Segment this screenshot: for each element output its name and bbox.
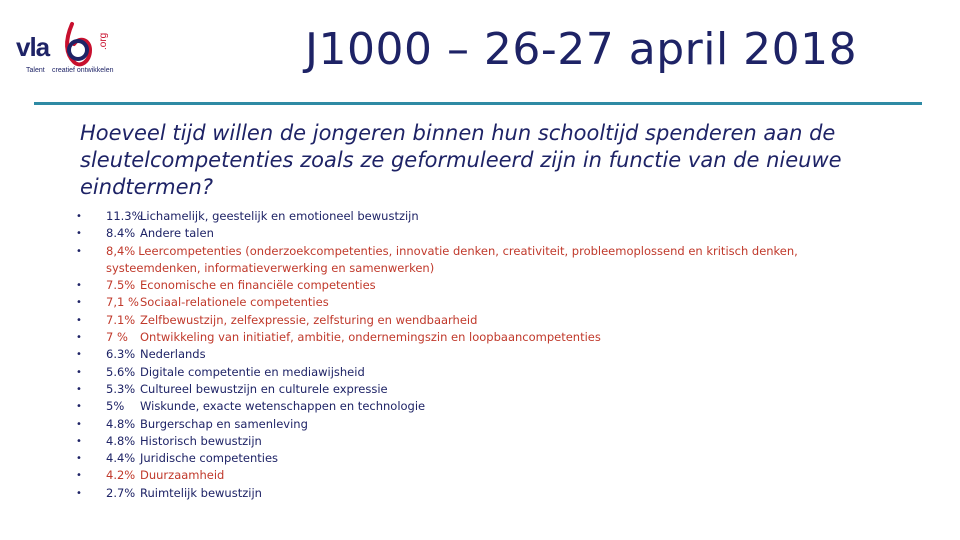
item-percentage: 4.8% [106,416,136,431]
item-label: Historisch bewustzijn [140,433,262,448]
competency-list [74,208,944,502]
item-label: Digitale competentie en mediawijsheid [140,364,365,379]
item-label: Sociaal-relationele competenties [140,295,329,310]
list-item [74,450,944,467]
bullet-icon: • [76,245,82,257]
svg-text:Talent: Talent [26,67,45,74]
list-item [74,416,944,433]
item-percentage: 7.1% [106,312,136,327]
item-label: Duurzaamheid [140,468,225,483]
item-percentage: 7 % [106,330,128,345]
item-percentage: 5.3% [106,381,136,396]
bullet-icon: • [76,349,82,361]
list-item [74,433,944,450]
item-label: Wiskunde, exacte wetenschappen en technologie [140,399,426,414]
item-percentage: 2.7% [106,485,136,500]
bullet-icon: • [76,453,82,465]
svg-text:vla: vla [16,32,50,62]
list-item [74,294,944,311]
bullet-icon: • [76,211,82,222]
item-percentage: 8.4% [106,226,136,241]
item-label: Juridische competenties [140,451,279,466]
list-item [74,346,944,363]
vlajo-logo-mark [14,18,144,80]
item-percentage: 5% [106,399,125,414]
item-percentage: 4.8% [106,433,136,448]
item-percentage: 6.3% [106,347,136,362]
bullet-icon: • [76,418,82,430]
item-label: Lichamelijk, geestelijk en emotioneel bewustzijn [140,209,419,223]
title-divider [34,102,922,105]
list-item [74,485,944,502]
item-percentage: 8,4% [106,243,136,258]
bullet-icon: • [76,314,82,326]
bullet-icon: • [76,297,82,309]
list-item [74,381,944,398]
list-item [74,208,944,225]
item-percentage: 4.4% [106,451,136,466]
bullet-icon: • [76,470,82,482]
list-item [74,329,944,346]
bullet-icon: • [76,401,82,413]
bullet-icon: • [76,228,82,240]
bullet-icon: • [76,332,82,344]
item-label: Zelfbewustzijn, zelfexpressie, zelfsturing en wendbaarheid [140,312,478,327]
list-item [74,225,944,242]
page-title: J1000 – 26-27 april 2018 [305,24,858,75]
item-label: Andere talen [140,226,214,241]
item-label: Nederlands [140,347,206,362]
item-label: Economische en financiële competenties [140,278,376,293]
bullet-icon: • [76,487,82,499]
svg-text:.org: .org [98,32,109,50]
list-item [74,312,944,329]
item-percentage: 4.2% [106,468,136,483]
vlajo-logo [14,18,144,80]
item-percentage: 7.5% [106,278,136,293]
list-item [74,364,944,381]
item-percentage: 11.3% [106,209,143,223]
list-item [74,467,944,484]
item-label: Ruimtelijk bewustzijn [140,485,262,500]
list-item [74,277,944,294]
item-label-continuation: systeemdenken, informatieverwerking en samenwerken) [106,260,435,275]
svg-text:creatief ontwikkelen: creatief ontwikkelen [52,67,114,74]
item-percentage: 5.6% [106,364,136,379]
bullet-icon: • [76,280,82,292]
bullet-icon: • [76,383,82,395]
list-item [74,243,944,278]
bullet-icon: • [76,435,82,447]
item-label: Leercompetenties (onderzoekcompetenties, innovatie denken, creativiteit, probleemoplossend en kritisch denken, [138,243,798,258]
item-label: Cultureel bewustzijn en culturele expressie [140,381,388,396]
bullet-icon: • [76,366,82,378]
list-item [74,398,944,415]
item-label: Burgerschap en samenleving [140,416,308,431]
question-heading: Hoeveel tijd willen de jongeren binnen hun schooltijd spenderen aan de sleutelcompetenties zoals ze geformuleerd zijn in functie van de nieuwe eindtermen? [80,121,842,199]
item-percentage: 7,1 % [106,295,139,310]
item-label: Ontwikkeling van initiatief, ambitie, ondernemingszin en loopbaancompetenties [140,330,601,345]
